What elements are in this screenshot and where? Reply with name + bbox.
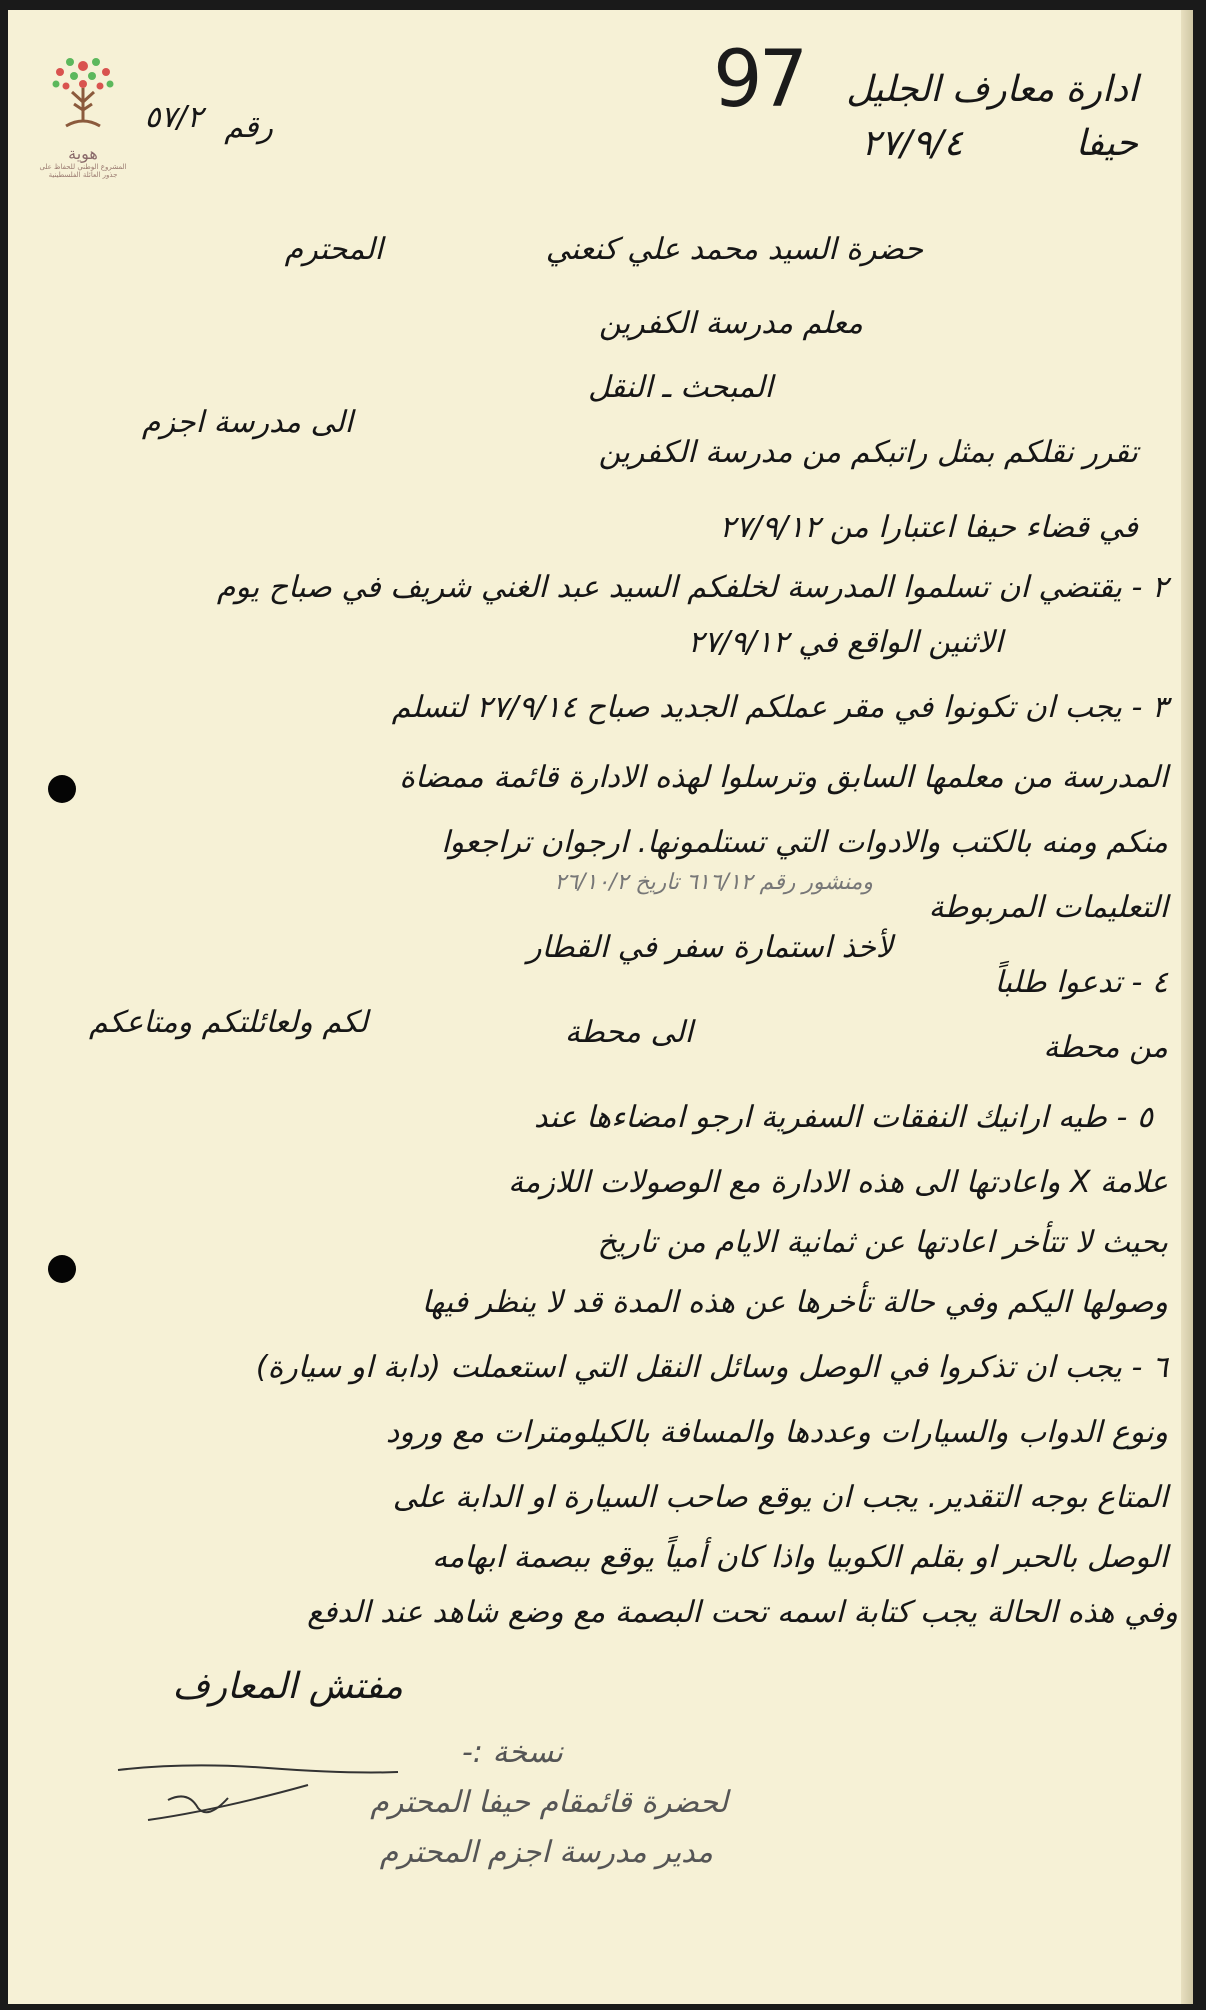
page-edge-shadow [1181, 10, 1193, 2004]
tree-logo-icon [44, 52, 122, 140]
para6-line2: ونوع الدواب والسيارات وعددها والمسافة بالكيلومترات مع ورود [385, 1415, 1168, 1450]
para3-circular-note: ومنشور رقم ٦١٦/١٢ تاريخ ٢٦/١٠/٢ [554, 870, 873, 895]
para4-line1: ٤ - تدعوا طلباً [994, 965, 1168, 1000]
hawiya-logo [38, 52, 128, 180]
para5-line3: بحيث لا تتأخر اعادتها عن ثمانية الايام من تاريخ [597, 1225, 1168, 1260]
copies-recipient-1: لحضرة قائمقام حيفا المحترم [370, 1785, 728, 1820]
office-name: ادارة معارف الجليل [846, 69, 1138, 110]
number-label: رقم [224, 110, 273, 145]
punch-hole-bottom [48, 1255, 76, 1283]
copies-recipient-2: مدير مدرسة اجزم المحترم [379, 1835, 713, 1870]
para1-destination: الى مدرسة اجزم [141, 405, 353, 440]
para4-to-station: الى محطة [564, 1015, 693, 1050]
addressee-name: حضرة السيد محمد علي كنعني [545, 232, 923, 267]
para5-line4: وصولها اليكم وفي حالة تأخرها عن هذه المدة قد لا ينظر فيها [421, 1285, 1168, 1320]
signature-title: مفتش المعارف [172, 1666, 403, 1707]
para4-train-form: لأخذ استمارة سفر في القطار [527, 930, 893, 965]
para5-line2: علامة X واعادتها الى هذه الادارة مع الوصولات اللازمة [508, 1165, 1168, 1200]
letter-date: ٢٧/٩/٤ [861, 123, 963, 164]
number-value: ٥٧/٢ [144, 100, 203, 135]
para4-family: لكم ولعائلتكم ومتاعكم [88, 1005, 368, 1040]
copies-label: نسخة :- [461, 1735, 563, 1770]
para3-line4: التعليمات المربوطة [928, 890, 1168, 925]
para3-line2: المدرسة من معلمها السابق وترسلوا لهذه الادارة قائمة ممضاة [399, 760, 1168, 795]
para6-line5: وفي هذه الحالة يجب كتابة اسمه تحت البصمة مع وضع شاهد عند الدفع [307, 1595, 1178, 1630]
para6-line3: المتاع بوجه التقدير. يجب ان يوقع صاحب السيارة او الدابة على [392, 1480, 1168, 1515]
addressee-school: معلم مدرسة الكفرين [599, 306, 863, 341]
para5-line1: ٥ - طيه ارانيك النفقات السفرية ارجو امضاءها عند [534, 1100, 1153, 1135]
file-number: 97 [713, 35, 805, 125]
para3-line1: ٣ - يجب ان تكونوا في مقر عملكم الجديد صباح ٢٧/٩/١٤ لتسلم [391, 690, 1168, 725]
para2-line2: الاثنين الواقع في ٢٧/٩/١٢ [687, 625, 1003, 660]
para6-line1: ٦ - يجب ان تذكروا في الوصل وسائل النقل التي استعملت (دابة او سيارة) [255, 1350, 1168, 1385]
para1-line2: في قضاء حيفا اعتبارا من ٢٧/٩/١٢ [719, 510, 1138, 545]
para3-line3: منكم ومنه بالكتب والادوات التي تستلمونها. ارجوان تراجعوا [441, 825, 1168, 860]
letter-page [8, 10, 1193, 2004]
signature-scribble [108, 1750, 408, 1830]
para4-from-station: من محطة [1043, 1030, 1168, 1065]
logo-word: هوية [68, 144, 98, 163]
logo-tagline: المشروع الوطني للحفاظ على جذور العائلة الفلسطينية [39, 163, 127, 180]
para2-line1: ٢ - يقتضي ان تسلموا المدرسة لخلفكم السيد عبد الغني شريف في صباح يوم [216, 570, 1168, 605]
punch-hole-top [48, 775, 76, 803]
addressee-honorific: المحترم [284, 232, 383, 267]
para6-line4: الوصل بالحبر او بقلم الكوبيا واذا كان أمياً يوقع ببصمة ابهامه [432, 1540, 1168, 1575]
city-name: حيفا [1075, 123, 1138, 164]
para1-line1: تقرر نقلكم بمثل راتبكم من مدرسة الكفرين [598, 435, 1138, 470]
subject-line: المبحث ـ النقل [588, 370, 773, 405]
